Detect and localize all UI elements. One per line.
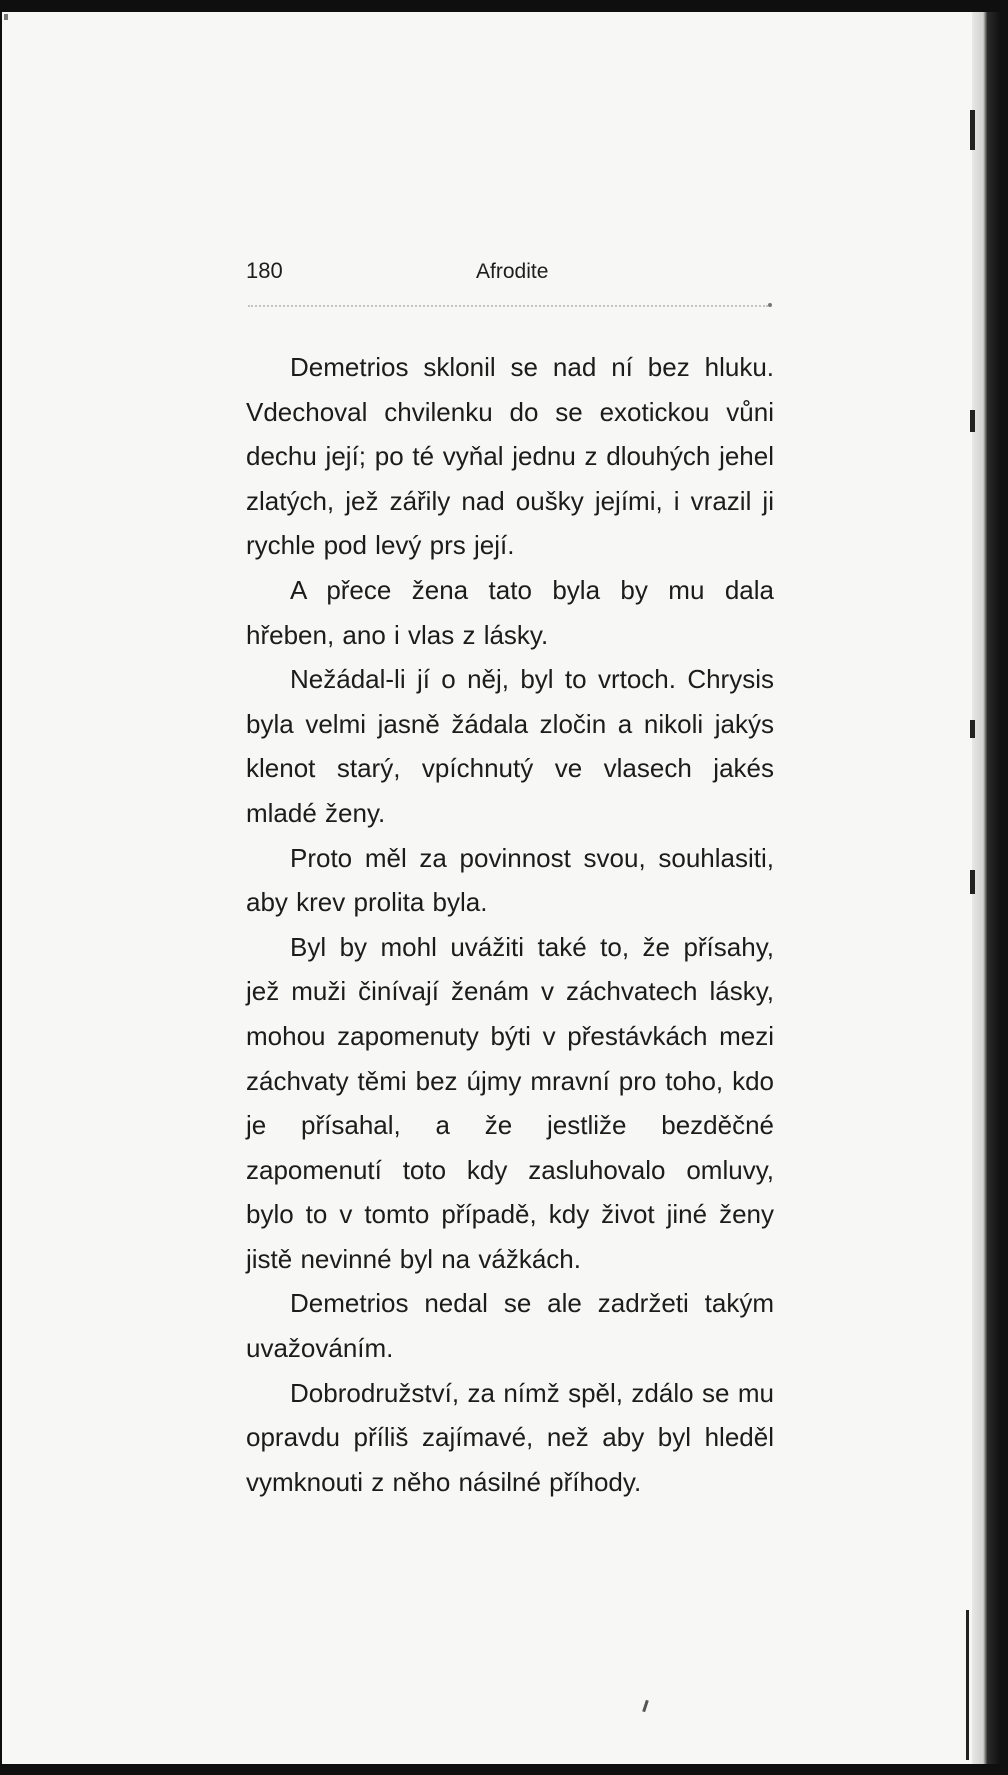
edge-speck [970, 410, 975, 432]
edge-speck [970, 870, 975, 894]
scan-artifact [4, 14, 8, 20]
paragraph: A přece žena tato byla by mu dala hřeben, ano i vlas z lásky. [246, 574, 774, 650]
paragraph: Demetrios sklonil se nad ní bez hluku. Vdechoval chvilenku do se exotickou vůni dechu její; po té vyňal jednu z dlouhých jehel zlatých, jež zářily nad oušky jejími, i vrazil ji rychle pod levý prs její. [246, 352, 774, 561]
paragraph: Demetrios nedal se ale zadržeti takým uvažováním. [246, 1288, 774, 1364]
paragraph: Byl by mohl uvážiti také to, že přísahy, jež muži činívají ženám v záchvatech lásky, mohou zapomenuty býti v přestávkách mezi záchvaty těmi bez újmy mravní pro toho, kdo je přísahal, a že jestliže bezděčné zapomenutí toto kdy zasluhovalo omluvy, bylo to v tomto případě, kdy život jiné ženy jistě nevinné byl na vážkách. [246, 931, 774, 1274]
header-rule [248, 305, 768, 307]
page-edge-shadow [972, 12, 1000, 1764]
edge-speck [970, 110, 975, 150]
paragraph: Dobrodružství, za nímž spěl, zdálo se mu opravdu příliš zajímavé, než aby byl hleděl vymknouti z něho násilné příhody. [246, 1377, 774, 1497]
page-header [246, 258, 772, 288]
paragraph: Nežádal-li jí o něj, byl to vrtoch. Chrysis byla velmi jasně žádala zločin a nikoli jakýs klenot starý, vpíchnutý ve vlasech jakés mladé ženy. [246, 664, 774, 828]
body-text [246, 345, 774, 1504]
header-rule-end-dot [768, 303, 772, 307]
paragraph: Proto měl za povinnost svou, souhlasiti, aby krev prolita byla. [246, 842, 774, 918]
page-number: 180 [246, 258, 283, 283]
running-title: Afrodite [476, 260, 549, 283]
edge-speck [970, 720, 975, 738]
edge-speck [966, 1610, 969, 1760]
